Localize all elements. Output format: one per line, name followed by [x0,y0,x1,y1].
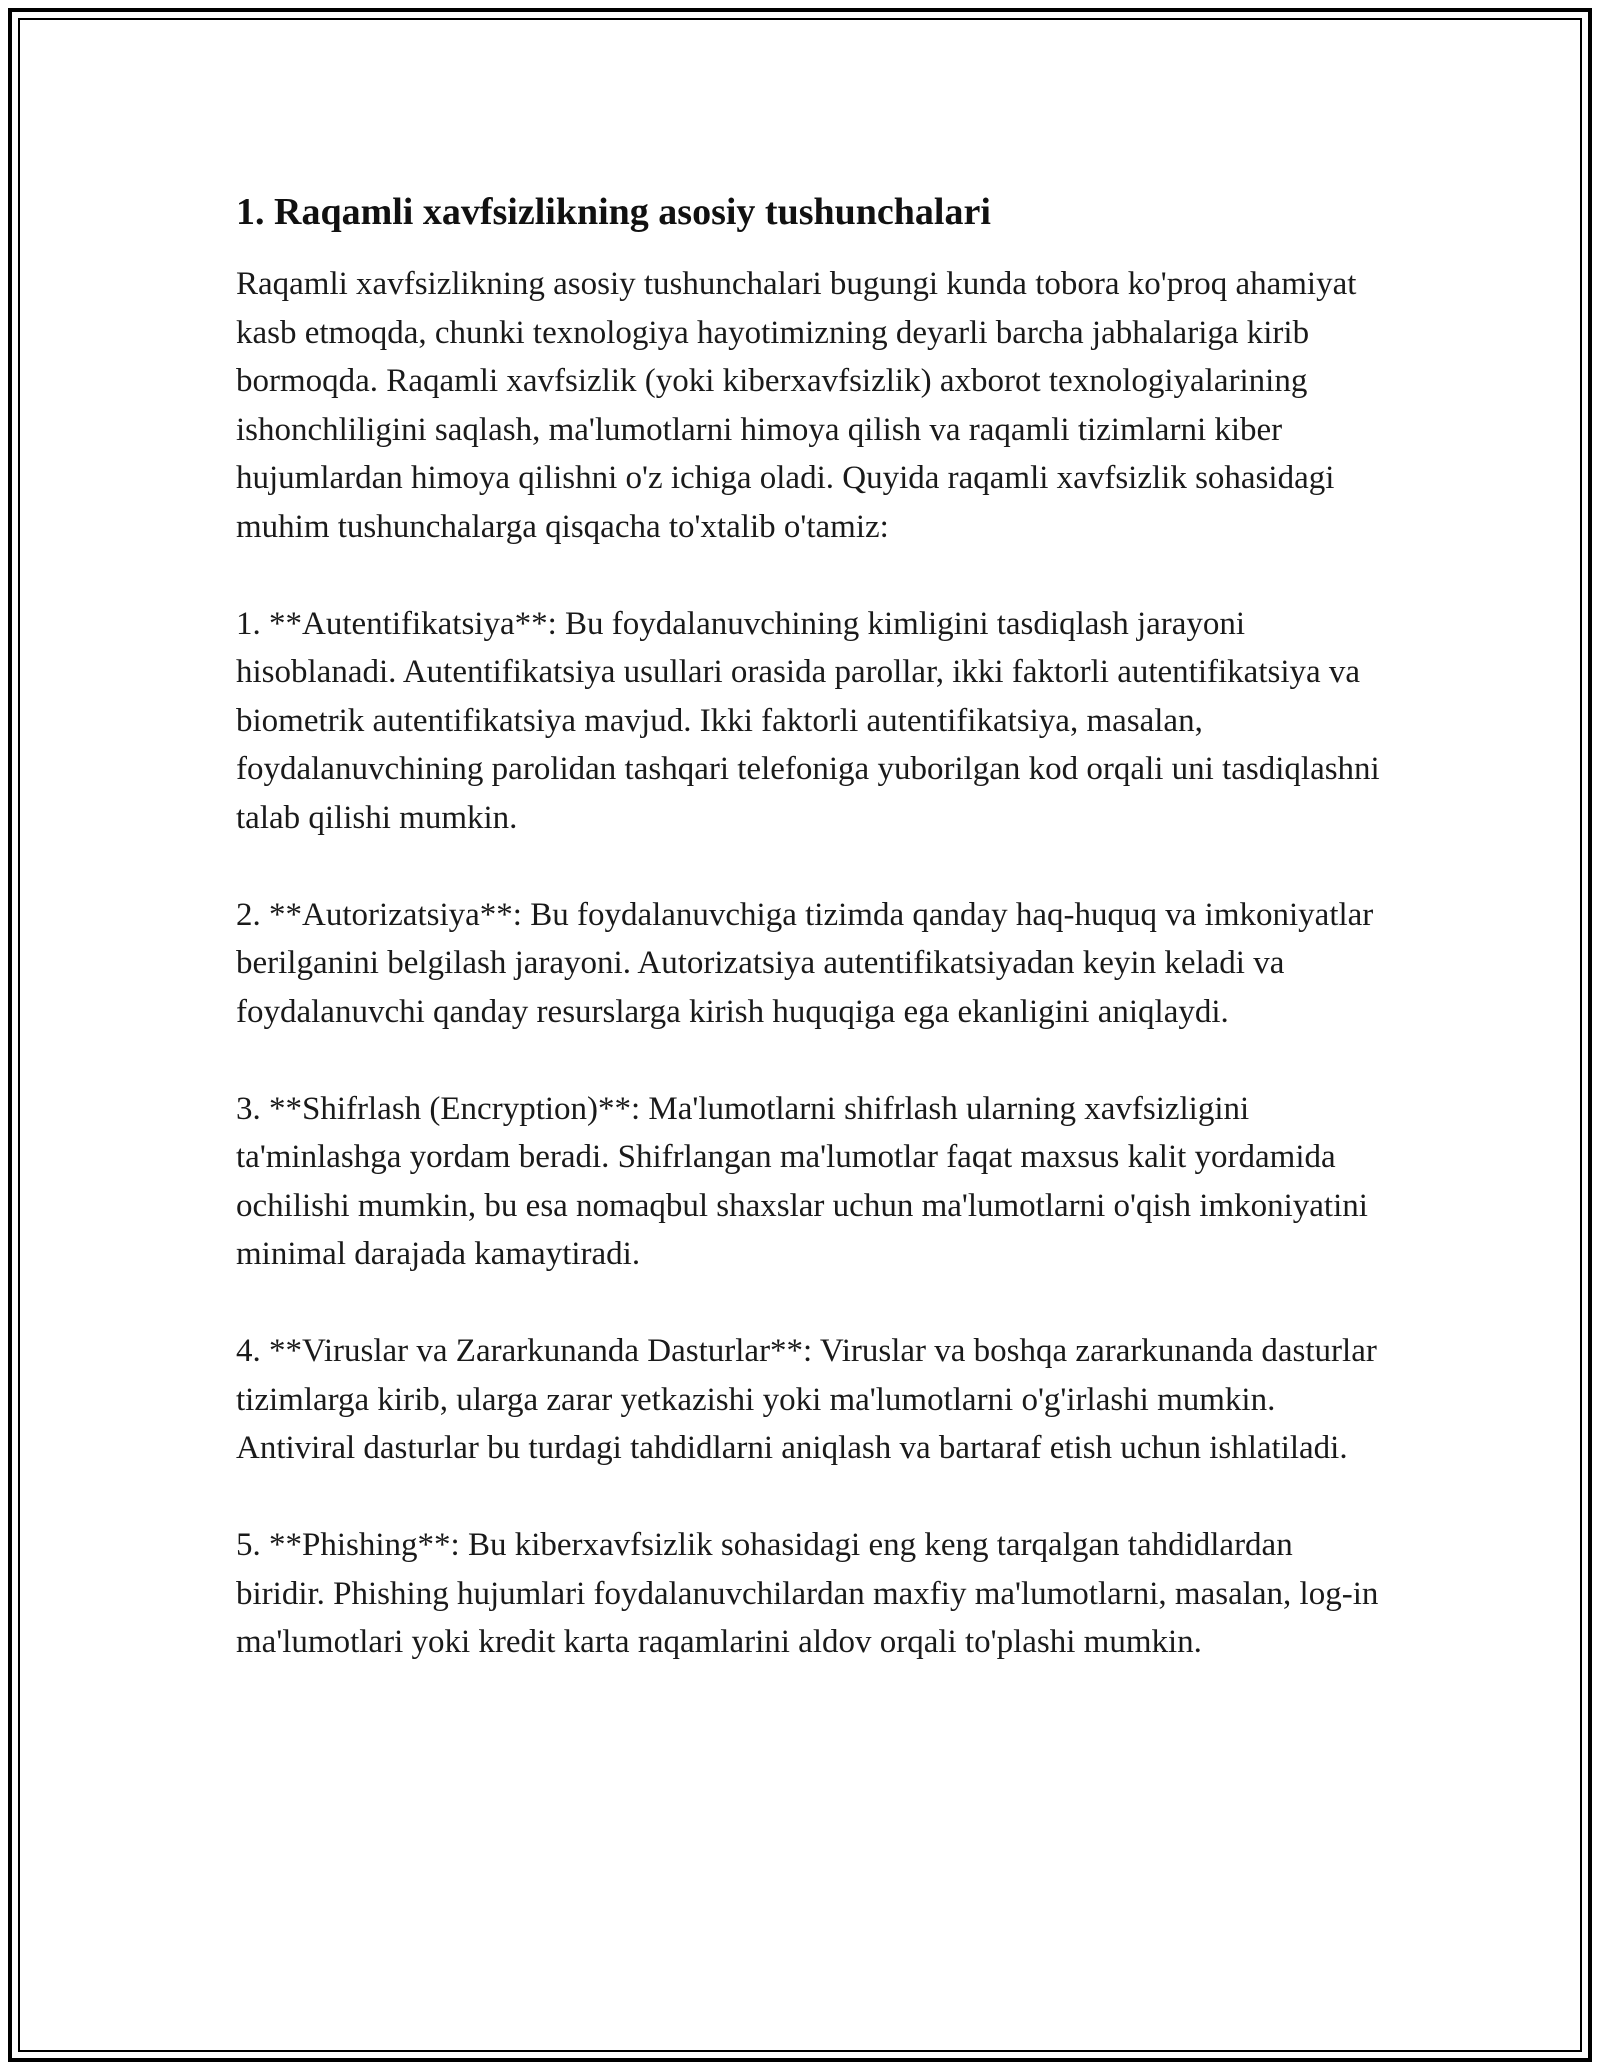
item-malware: 4. **Viruslar va Zararkunanda Dasturlar**: Viruslar va boshqa zararkunanda dasturlar tizimlarga kirib, ularga zarar yetkazishi yoki ma'lumotlarni o'g'irlashi mumkin. Antiviral dasturlar bu turdagi tahdidlarni aniqlash va bartaraf etish uchun ishlatiladi. [236,1333,1377,1466]
intro-paragraph: Raqamli xavfsizlikning asosiy tushunchalari bugungi kunda tobora ko'proq ahamiyat kasb etmoqda, chunki texnologiya hayotimizning deyarli barcha jabhalariga kirib bormoqda. Raqamli xavfsizlik (yoki kiberxavfsizlik) axborot texnologiyalarining ishonchliligini saqlash, ma'lumotlarni himoya qilish va raqamli tizimlarni kiber hujumlardan himoya qilishni o'z ichiga oladi. Quyida raqamli xavfsizlik sohasidagi muhim tushunchalarga qisqacha to'xtalib o'tamiz: [236,266,1357,545]
section-title: 1. Raqamli xavfsizlikning asosiy tushunchalari [236,191,991,233]
item-authentication: 1. **Autentifikatsiya**: Bu foydalanuvchining kimligini tasdiqlash jarayoni hisoblanadi. Autentifikatsiya usullari orasida parollar, ikki faktorli autentifikatsiya va biometrik autentifikatsiya mavjud. Ikki faktorli autentifikatsiya, masalan, foydalanuvchining parolidan tashqari telefoniga yuborilgan kod orqali uni tasdiqlashni talab qilishi mumkin. [236,605,1380,836]
document-body [236,188,1386,1667]
item-phishing: 5. **Phishing**: Bu kiberxavfsizlik sohasidagi eng keng tarqalgan tahdidlardan biridir. Phishing hujumlari foydalanuvchilardan maxfiy ma'lumotlarni, masalan, log-in ma'lumotlari yoki kredit karta raqamlarini aldov orqali to'plashi mumkin. [236,1527,1379,1660]
item-encryption: 3. **Shifrlash (Encryption)**: Ma'lumotlarni shifrlash ularning xavfsizligini ta'minlashga yordam beradi. Shifrlangan ma'lumotlar faqat maxsus kalit yordamida ochilishi mumkin, bu esa nomaqbul shaxslar uchun ma'lumotlarni o'qish imkoniyatini minimal darajada kamaytiradi. [236,1090,1368,1272]
item-authorization: 2. **Autorizatsiya**: Bu foydalanuvchiga tizimda qanday haq-huquq va imkoniyatlar berilganini belgilash jarayoni. Autorizatsiya autentifikatsiyadan keyin keladi va foydalanuvchi qanday resurslarga kirish huquqiga ega ekanligini aniqlaydi. [236,896,1374,1030]
